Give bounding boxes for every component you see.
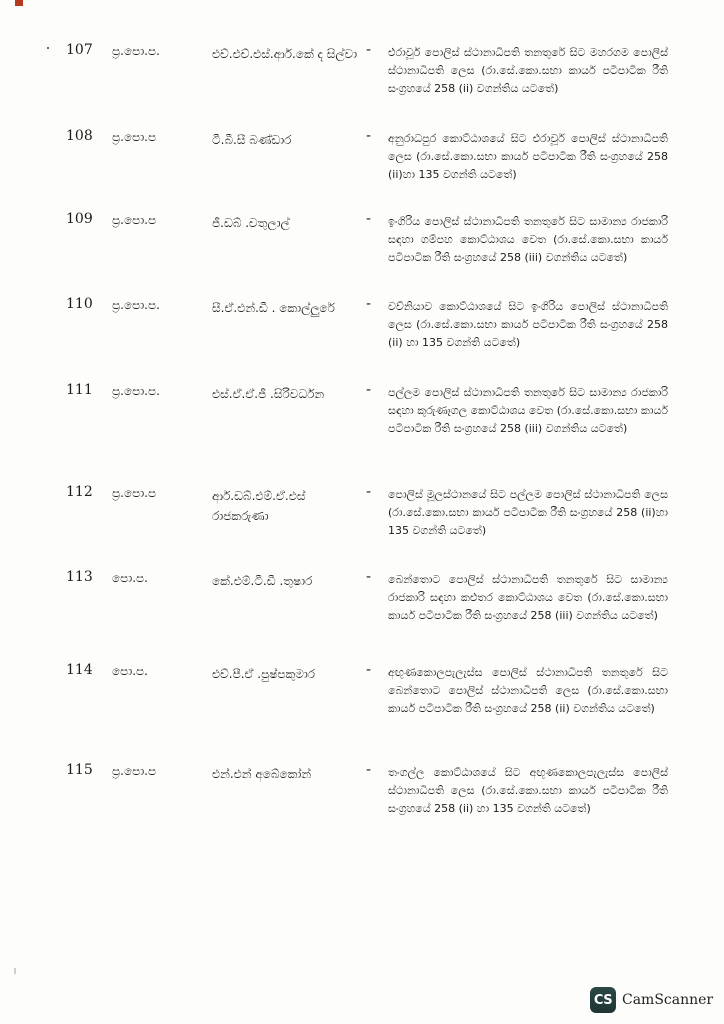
entry-rank: ප්‍ර.පො.ප	[112, 130, 157, 144]
entry-dash: -	[366, 662, 372, 678]
camscanner-logo-icon: CS	[590, 987, 616, 1013]
entry-description: ඉංගිරිය පොලිස් ස්ථානාධිපති තනතුරේ සිට සාමාන්‍ය රාජකාරි සඳහා ගම්පහ කොට්ඨාශය වෙත (රා.සේ.කො.සභා කාර්ය පටිපාටික රීති සංග්‍රහයේ 258 (iii) වගන්තිය යටතේ)	[388, 215, 668, 264]
entry-rank: ප්‍ර.පො.ප.	[112, 44, 160, 58]
entry-rank: ප්‍ර.පො.ප.	[112, 384, 160, 398]
entry-rank: ප්‍ර.පො.ප.	[112, 298, 160, 312]
entry-name: එච්.එච්.එස්.ආර්.කේ ද සිල්වා	[212, 47, 358, 61]
entry-name: ආර්.ඩබ්.එම්.ඒ.එස් රාජකරුණා	[212, 489, 306, 523]
entry-name: එච්.පී.ඒ .පුෂ්පකුමාර	[212, 667, 316, 681]
entry-rank: ප්‍ර.පො.ප	[112, 213, 157, 227]
entry-dash: -	[366, 128, 372, 144]
entry-description: තංගල්ල කොට්ඨාශයේ සිට අඟුණකොලපැලැස්ස පොලිස් ස්ථානාධිපති ලෙස (රා.සේ.කො.සභා කාර්ය පටිපාටික රීති සංග්‍රහයේ 258 (ii) හා 135 වගන්ති යටතේ)	[388, 766, 668, 815]
entry-number: 114	[66, 662, 93, 678]
entry-name: එන්.එන් අබේකෝන්	[212, 767, 312, 781]
entry-rank: පො.ප.	[112, 571, 148, 585]
entry-number: 113	[66, 569, 93, 585]
entry-dash: -	[366, 762, 372, 778]
entry-description: පොලිස් මූලස්ථානයේ සිට පල්ලම පොලිස් ස්ථානාධිපති ලෙස (රා.සේ.කො.සභා කාර්ය පටිපාටික රීති සංග්‍රහයේ 258 (ii)හා 135 වගන්ති යටතේ)	[388, 488, 668, 537]
entry-dash: -	[366, 296, 372, 312]
entry-name: එස්.ඒ.ඒ.ජී .සිරිවර්ධන	[212, 387, 325, 401]
entry-dash: -	[366, 211, 372, 227]
entry-rank: ප්‍ර.පො.ප	[112, 486, 157, 500]
scan-edge-mark	[14, 968, 16, 974]
entry-name: සී.ඒ.එන්.ඩී . කොල්ලුරේ	[212, 301, 335, 315]
entry-name: ටී.බී.සී බණ්ඩාර	[212, 133, 292, 147]
entry-name: ජී.ඩබ් .චතුලාල්	[212, 216, 290, 230]
entry-dash: -	[366, 382, 372, 398]
entry-name: කේ.එම්.ටී.ඩී .තුෂාර	[212, 574, 313, 588]
entry-rank: ප්‍ර.පො.ප	[112, 764, 157, 778]
top-edge-mark	[15, 0, 23, 6]
margin-dot	[47, 47, 49, 49]
entry-number: 112	[66, 484, 93, 500]
entry-number: 107	[66, 42, 93, 58]
entry-dash: -	[366, 569, 372, 585]
entry-description: පල්ලම පොලිස් ස්ථානාධිපති තනතුරේ සිට සාමාන්‍ය රාජකාරි සඳහා කුරුණෑගල කොට්ඨාශය වෙත (රා.සේ.කො.සභා කාර්ය පටිපාටික රීති සංග්‍රහයේ 258 (iii) වගන්තිය යටතේ)	[388, 386, 668, 435]
camscanner-label: CamScanner	[622, 992, 714, 1008]
entry-rank: පො.ප.	[112, 664, 148, 678]
entry-number: 109	[66, 211, 93, 227]
camscanner-watermark	[590, 987, 713, 1013]
entry-number: 115	[66, 762, 93, 778]
entry-description: අඟුණකොලපැලැස්ස පොලිස් ස්ථානාධිපති තනතුරේ සිට බෙන්තොට පොලිස් ස්ථානාධිපති ලෙස (රා.සේ.කො.සභා කාර්ය පටිපාටික රීති සංග්‍රහයේ 258 (ii) වගන්තිය යටතේ)	[388, 666, 668, 715]
entry-description: අනුරාධපුර කොට්ඨාශයේ සිට එරාවූර් පොලිස් ස්ථානාධිපති ලෙස (රා.සේ.කො.සභා කාර්ය පටිපාටික රීති සංග්‍රහයේ 258 (ii)හා 135 වගන්ති යටතේ)	[388, 132, 668, 181]
entry-number: 108	[66, 128, 93, 144]
entry-description: බෙන්තොට පොලිස් ස්ථානාධිපති තනතුරේ සිට සාමාන්‍ය රාජකාරි සඳහා කළුතර කොට්ඨාශය වෙත (රා.සේ.කො.සභා කාර්ය පටිපාටික රීති සංග්‍රහයේ 258 (iii) වගන්තිය යටතේ)	[388, 573, 668, 622]
entry-number: 111	[66, 382, 93, 398]
entry-dash: -	[366, 484, 372, 500]
entry-description: එරාවූර් පොලිස් ස්ථානාධිපති තනතුරේ සිට මහරගම පොලිස් ස්ථානාධිපති ලෙස (රා.සේ.කො.සභා කාර්ය පටිපාටික රීති සංග්‍රහයේ 258 (ii) වගන්තිය යටතේ)	[388, 46, 668, 95]
entry-number: 110	[66, 296, 93, 312]
entry-description: වව්නියාව කොට්ඨාශයේ සිට ඉංගිරිය පොලිස් ස්ථානාධිපති ලෙස (රා.සේ.කො.සභා කාර්ය පටිපාටික රීති සංග්‍රහයේ 258 (ii) හා 135 වගන්ති යටතේ)	[388, 300, 668, 349]
entry-dash: -	[366, 42, 372, 58]
